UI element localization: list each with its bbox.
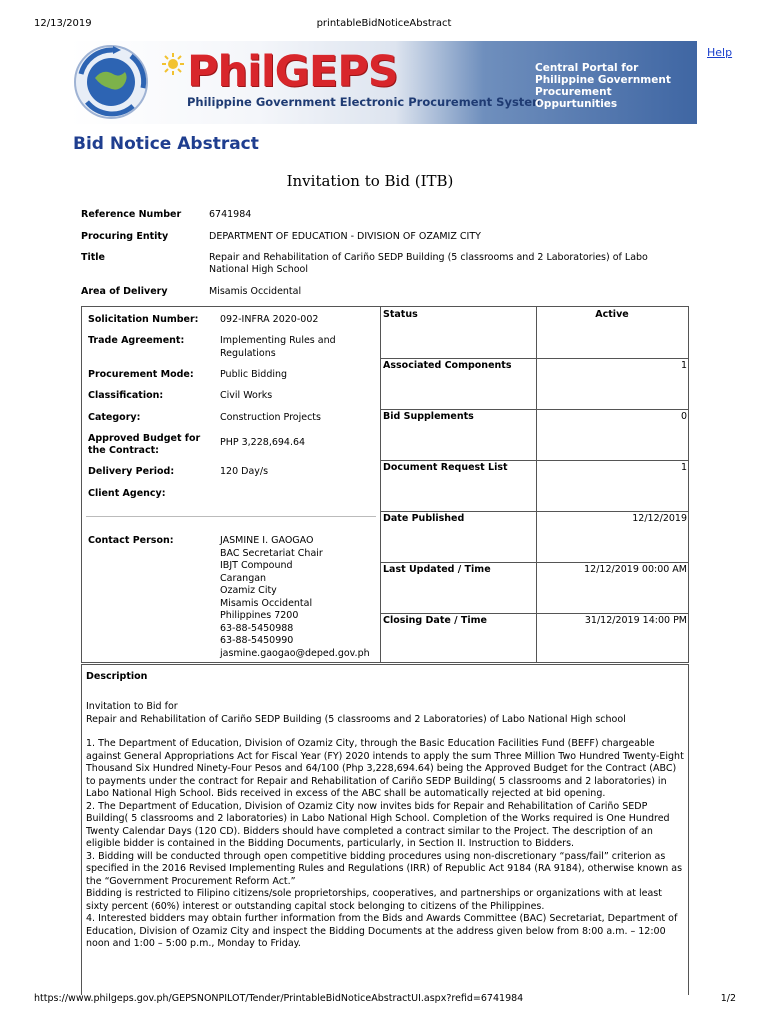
page-number: 1/2 [720, 993, 736, 1004]
intro-line: Invitation to Bid for [86, 701, 178, 712]
detail-value: Construction Projects [220, 412, 321, 423]
portal-line: Philippine Government [535, 74, 671, 86]
detail-value: Civil Works [220, 390, 273, 401]
print-date: 12/13/2019 [34, 18, 92, 29]
description-paragraph: 1. The Department of Education, Division of Ozamiz City, through the Basic Education Facilities Fund (BEFF) chargeable against General Appropriations Act for Fiscal Year (FY) 2020 intends to apply the sum Three Million Two Hundred Twenty-Eight Thousand Six Hundred Ninety-Four Pesos and 64/100 (Php 3,228,694.64) being the Approved Budget for the Contract (ABC) to payments under the contract for Repair and Rehabilitation of Cariño SEDP Building( 5 classrooms and 2 laboratories) in Labo National High School. Bids received in excess of the ABC shall be automatically rejected at bid opening. [86, 738, 684, 799]
date-published-cell [381, 511, 688, 563]
divider [86, 516, 376, 517]
detail-value: Implementing Rules and Regulations [220, 335, 336, 359]
status-cell [381, 307, 688, 359]
description-intro [86, 701, 684, 726]
contact-details [220, 535, 385, 660]
print-title: printableBidNoticeAbstract [316, 18, 452, 29]
summary-value: 6741984 [209, 209, 252, 220]
description-paragraph: 2. The Department of Education, Division of Ozamiz City now invites bids for Repair and Rehabilitation of Cariño SEDP Building( 5 classrooms and 2 laboratories) in Labo National High School. Completion of the Works required is One Hundred Twenty Calendar Days (120 CD). Bidders should have completed a contract similar to the Project. The description of an eligible bidder is contained in the Bidding Documents, particularly, in Section II. Instruction to Bidders. [86, 800, 670, 849]
last-updated-cell [381, 562, 688, 614]
status-value: 0 [680, 411, 687, 422]
status-label: Date Published [383, 513, 465, 524]
philgeps-banner [69, 41, 697, 124]
page-url: https://www.philgeps.gov.ph/GEPSNONPILOT/Tender/PrintableBidNoticeAbstractUI.aspx?refid=6741984 [34, 993, 524, 1004]
detail-label: Solicitation Number: [88, 314, 199, 325]
status-label: Closing Date / Time [383, 615, 487, 626]
closing-date-cell [381, 613, 688, 662]
portal-line: Central Portal for [535, 62, 639, 74]
summary-value: Repair and Rehabilitation of Cariño SEDP Building (5 classrooms and 2 Laboratories) of Labo National High School [209, 252, 648, 275]
detail-label: Procurement Mode: [88, 369, 194, 380]
summary-label: Area of Delivery [81, 286, 168, 297]
bid-supplements-cell [381, 409, 688, 461]
itb-title: Invitation to Bid (ITB) [286, 172, 454, 190]
contact-phone: 63-88-5450988 [220, 622, 294, 634]
status-value: 12/12/2019 [632, 513, 687, 524]
summary-label: Procuring Entity [81, 231, 169, 242]
status-label: Document Request List [383, 462, 508, 473]
contact-address-line: Philippines 7200 [220, 610, 299, 621]
description-body [86, 701, 684, 951]
status-label: Bid Supplements [383, 411, 474, 422]
detail-value: 120 Day/s [220, 466, 269, 477]
status-value: Active [595, 309, 629, 320]
status-label: Last Updated / Time [383, 564, 491, 575]
brand-name: PhilGEPS [187, 47, 398, 97]
brand-subtitle: Philippine Government Electronic Procurement System [187, 95, 545, 109]
sun-icon [162, 53, 184, 75]
contact-address-line: Carangan [220, 572, 267, 584]
status-label: Associated Components [383, 360, 512, 371]
page-title: Bid Notice Abstract [73, 134, 259, 154]
procurement-details [82, 307, 381, 662]
contact-name: JASMINE I. GAOGAO [220, 535, 314, 546]
detail-label: Client Agency: [88, 488, 166, 499]
contact-address-line: Misamis Occidental [220, 597, 313, 609]
description-section [81, 664, 689, 995]
status-value: 31/12/2019 14:00 PM [584, 615, 687, 626]
contact-phone: 63-88-5450990 [220, 635, 294, 646]
contact-address-line: IBJT Compound [220, 560, 293, 571]
help-link[interactable]: Help [707, 46, 733, 59]
status-value: 1 [680, 462, 687, 473]
status-label: Status [383, 309, 418, 320]
description-paragraph: 3. Bidding will be conducted through open competitive bidding procedures using non-discretionary “pass/fail” criterion as specified in the 2016 Revised Implementing Rules and Regulations (IRR) of Republic Act 9184 (RA 9184), otherwise known as the “Government Procurement Reform Act.” [86, 850, 683, 887]
contact-position: BAC Secretariat Chair [220, 547, 323, 559]
detail-label: Category: [88, 412, 141, 423]
detail-value: Public Bidding [220, 369, 288, 380]
detail-label: Trade Agreement: [88, 335, 185, 346]
summary-label: Title [81, 252, 105, 263]
contact-label: Contact Person: [88, 535, 174, 546]
portal-line: Procurement Oppurtunities [535, 86, 618, 110]
detail-label: Classification: [88, 390, 164, 401]
description-heading: Description [86, 671, 148, 682]
bid-details-table [81, 306, 689, 663]
detail-label: Delivery Period: [88, 466, 175, 477]
portal-tagline [535, 62, 695, 110]
contact-address-line: Ozamiz City [220, 585, 277, 596]
contact-email: jasmine.gaogao@deped.gov.ph [220, 647, 370, 659]
associated-components-cell [381, 358, 688, 410]
description-paragraph: Bidding is restricted to Filipino citizens/sole proprietorships, cooperatives, and partnerships or organizations with at least sixty percent (60%) interest or outstanding capital stock belonging to citizens of the Philippines. [86, 888, 662, 912]
detail-label: Approved Budget for the Contract: [88, 433, 201, 456]
intro-line: Repair and Rehabilitation of Cariño SEDP Building (5 classrooms and 2 Laboratories) of Labo National High school [86, 713, 626, 725]
detail-value: 092-INFRA 2020-002 [220, 314, 319, 325]
document-request-list-cell [381, 460, 688, 512]
description-paragraph: 4. Interested bidders may obtain further information from the Bids and Awards Committee (BAC) Secretariat, Department of Education, Division of Ozamiz City and inspect the Bidding Documents at the address given below from 8:00 a.m. – 12:00 noon and 1:00 – 5:00 p.m., Monday to Friday. [86, 913, 678, 949]
philgeps-globe-logo [73, 44, 149, 120]
summary-value: Misamis Occidental [209, 286, 302, 297]
detail-value: PHP 3,228,694.64 [220, 437, 306, 448]
summary-label: Reference Number [81, 209, 182, 220]
summary-value: DEPARTMENT OF EDUCATION - DIVISION OF OZAMIZ CITY [209, 231, 481, 242]
status-value: 1 [680, 360, 687, 371]
status-value: 12/12/2019 00:00 AM [584, 564, 687, 575]
